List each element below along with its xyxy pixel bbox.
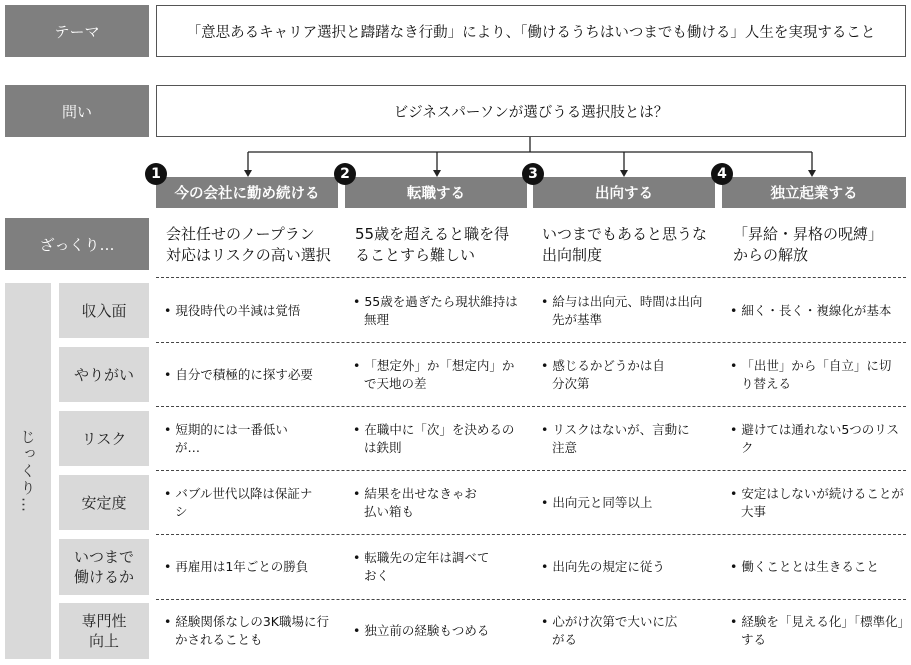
cell-risk-1: • 短期的には一番低いが… (164, 421, 288, 455)
cell-stability-3: • 出向元と同等以上 (541, 494, 653, 510)
cell-risk-4: • 避けては通れない5つのリスク (730, 421, 900, 455)
cell-income-1: • 現役時代の半減は覚悟 (164, 302, 301, 318)
rough-cell-3 (542, 224, 720, 266)
cell-fulfillment-1: • 自分で積極的に探す必要 (164, 366, 313, 382)
theme-text: 「意思あるキャリア選択と躊躇なき行動」により、「働けるうちはいつまでも働ける」人生を実現すること (186, 24, 876, 41)
cell-expertise-4: • 経験を「見える化」「標準化」する (730, 614, 904, 647)
connector-tree (0, 0, 911, 180)
cell-risk-3: • リスクはないが、言動に注意 (541, 421, 690, 455)
cell-fulfillment-4: • 「出世」から「自立」に切り替える (730, 357, 892, 391)
cell-stability-1: • バブル世代以降は保証ナシ (164, 485, 313, 519)
cell-longevity-1: • 再雇用は1年ごとの勝負 (164, 559, 309, 574)
question-text: ビジネスパーソンが選びうる選択肢とは？ (393, 104, 669, 121)
row-label-income: 収入面 (59, 283, 149, 338)
cell-risk-2: • 在職中に「次」を決めるのは鉄則 (353, 421, 515, 455)
row-label-fulfillment: やりがい (59, 347, 149, 402)
row-divider-4 (156, 534, 906, 535)
rough-label: ざっくり… (5, 218, 149, 270)
cell-expertise-3: • 心がけ次第で大いに広がる (541, 614, 678, 647)
row-label-longevity: いつまで 働けるか (59, 539, 149, 595)
rough-cell-3-line1: いつまでもあると思うな (542, 225, 708, 243)
option-header-3 (533, 177, 715, 208)
cell-fulfillment-2: • 「想定外」か「想定内」かで天地の差 (353, 357, 515, 391)
rough-cell-4-line1: 「昇給・昇格の呪縛」 (733, 225, 884, 243)
rough-cell-4-line2: からの解放 (733, 246, 809, 264)
option-header-2 (345, 177, 527, 208)
cell-fulfillment-3: • 感じるかどうかは自分次第 (541, 357, 665, 391)
rough-divider (156, 277, 906, 278)
option-number-4: 4 (711, 163, 733, 185)
cell-income-3: • 給与は出向元、時間は出向先が基準 (541, 293, 703, 327)
row-divider-1 (156, 342, 906, 343)
detail-label: じっくり… (18, 428, 37, 514)
option-number-1: 1 (145, 163, 167, 185)
rough-cell-1 (166, 224, 344, 266)
row-divider-2 (156, 406, 906, 407)
row-divider-3 (156, 470, 906, 471)
cell-stability-4: • 安定はしないが続けることが大事 (730, 485, 904, 519)
cell-stability-2: • 結果を出せなきゃお払い箱も (353, 485, 477, 519)
rough-cell-3-line2: 出向制度 (542, 246, 603, 264)
option-number-3: 3 (522, 163, 544, 185)
option-title-2: 転職する (407, 186, 465, 202)
question-label: 問い (5, 85, 149, 137)
rough-cell-1-line1: 会社任せのノープラン (166, 225, 315, 243)
cell-expertise-1: • 経験関係なしの3K職場に行かされることも (164, 614, 329, 647)
option-title-3: 出向する (595, 186, 653, 202)
rough-cell-1-line2: 対応はリスクの高い選択 (166, 246, 331, 264)
rough-cell-2-line2: ることすら難しい (355, 246, 476, 264)
cell-longevity-4: • 働くこととは生きること (730, 559, 879, 574)
cell-income-4: • 細く・長く・複線化が基本 (730, 302, 892, 318)
rough-cell-2-line1: 55歳を超えると職を得 (355, 225, 510, 243)
cell-longevity-2: • 転職先の定年は調べておく (353, 550, 490, 583)
row-label-stability: 安定度 (59, 475, 149, 530)
option-title-4: 独立起業する (770, 186, 858, 202)
cell-income-2: • 55歳を過ぎたら現状維持は無理 (353, 293, 518, 327)
option-number-2: 2 (334, 163, 356, 185)
row-label-expertise: 専門性 向上 (59, 603, 149, 659)
rough-cell-4 (733, 224, 909, 266)
option-header-1 (156, 177, 338, 208)
option-title-1: 今の会社に勤め続ける (174, 186, 320, 202)
option-header-4 (722, 177, 906, 208)
rough-cell-2 (355, 224, 533, 266)
cell-longevity-3: • 出向先の規定に従う (541, 559, 665, 574)
cell-expertise-2: • 独立前の経験もつめる (353, 623, 490, 638)
row-label-risk: リスク (59, 411, 149, 466)
theme-label: テーマ (5, 5, 149, 57)
row-divider-5 (156, 599, 906, 600)
